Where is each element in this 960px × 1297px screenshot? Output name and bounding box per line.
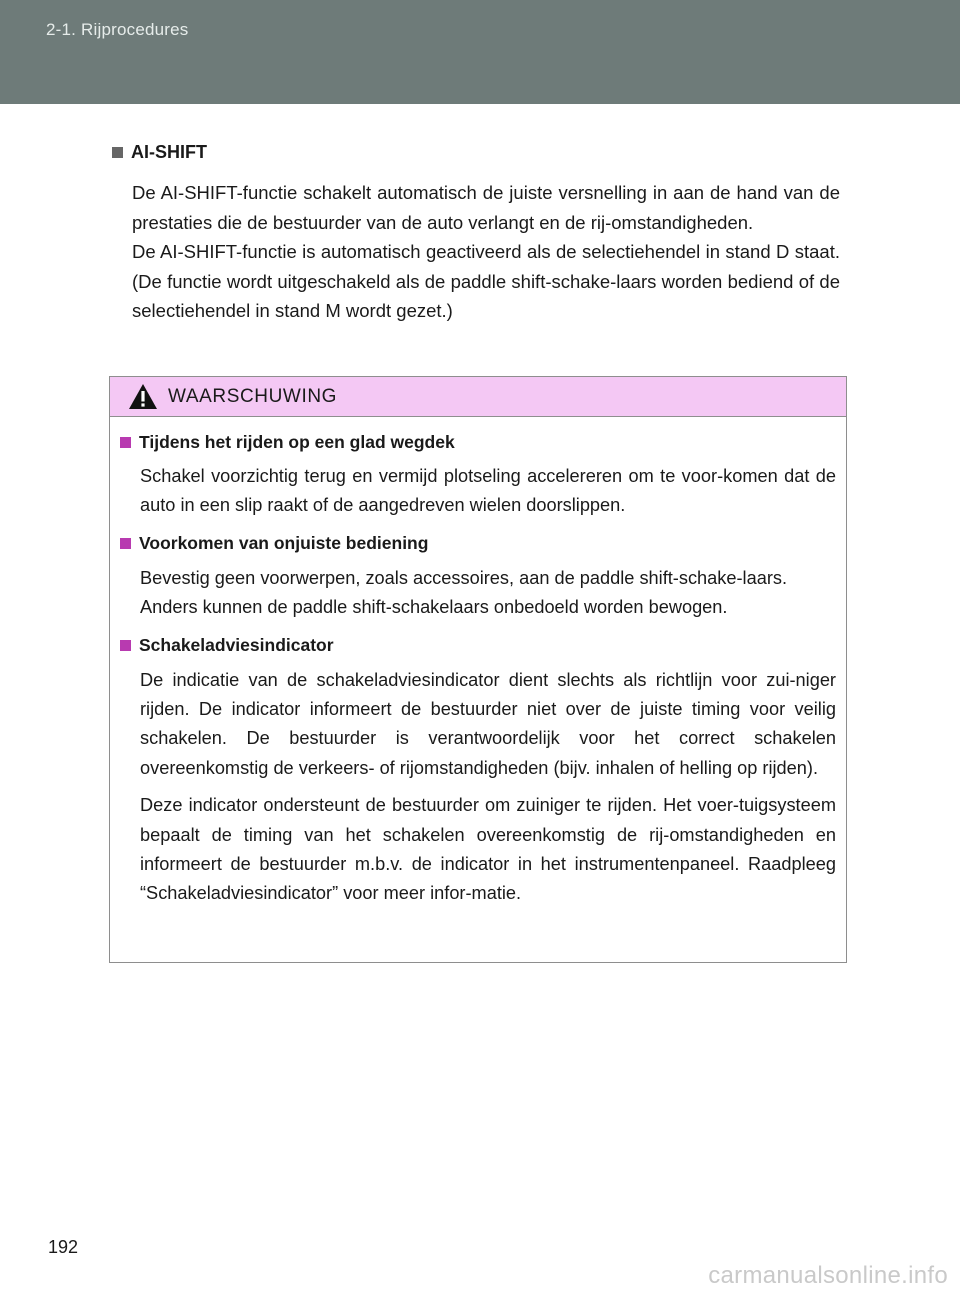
warning-paragraph: Schakel voorzichtig terug en vermijd plotseling accelereren om te voor-komen dat de auto in een slip raakt of de aangedreven wielen doorslippen.: [140, 466, 836, 516]
body-paragraph: De AI-SHIFT-functie is automatisch geactiveerd als de selectiehendel in stand D staat. (De functie wordt uitgeschakeld als de paddle shift-schake-laars worden bediend of de selectiehendel in stand M wordt gezet.): [132, 241, 840, 321]
section-heading: [112, 138, 840, 166]
warning-item-heading: [120, 529, 836, 559]
warning-item-heading-text: Schakeladviesindicator: [139, 635, 334, 656]
warning-paragraph: Deze indicator ondersteunt de bestuurder om zuiniger te rijden. Het voer-tuigsysteem bepaalt de timing van het schakelen overeenkomstig de rij-omstandigheden en informeert de bestuurder m.b.v. de indicator in het instrumentenpaneel. Raadpleeg “Schakeladviesindicator” voor meer infor-matie.: [140, 795, 836, 904]
warning-item: [120, 427, 836, 521]
square-bullet-icon: [120, 538, 131, 549]
warning-triangle-icon: [128, 383, 158, 410]
body-paragraph: De AI-SHIFT-functie schakelt automatisch de juiste versnelling in aan de hand van de prestaties die de bestuurder van de auto verlangt en de rij-omstandigheden.: [132, 182, 840, 233]
square-bullet-icon: [120, 437, 131, 448]
warning-item-heading-text: Tijdens het rijden op een glad wegdek: [139, 431, 455, 452]
section-heading-text: AI-SHIFT: [131, 141, 207, 162]
warning-paragraph: Bevestig geen voorwerpen, zoals accessoires, aan de paddle shift-schake-laars.: [140, 567, 788, 588]
chapter-header-band: [0, 0, 960, 104]
square-bullet-icon: [120, 640, 131, 651]
warning-paragraph: De indicatie van de schakeladviesindicator dient slechts als richtlijn voor zui-niger rijden. De indicator informeert de bestuurder niet over de juiste timing voor veilig schakelen. De bestuurder is verantwoordelijk voor het correct schakelen overeenkomstig de verkeers- of rijomstandigheden (bijv. inhalen of helling op rijden).: [140, 669, 836, 778]
warning-item: [120, 529, 836, 623]
warning-item-heading: [120, 427, 836, 457]
warning-item: [120, 631, 836, 909]
warning-header: [110, 377, 846, 417]
page-number: 192: [48, 1237, 79, 1257]
section-title: 2-1. Rijprocedures: [46, 20, 189, 39]
warning-content: [110, 417, 846, 909]
warning-item-heading-text: Voorkomen van onjuiste bediening: [139, 533, 429, 554]
warning-title: WAARSCHUWING: [168, 385, 338, 407]
warning-paragraph: Anders kunnen de paddle shift-schakelaars onbedoeld worden bewogen.: [140, 597, 728, 618]
square-bullet-icon: [112, 147, 123, 158]
warning-item-heading: [120, 631, 836, 661]
ai-shift-section: [112, 138, 840, 326]
watermark: carmanualsonline.info: [708, 1262, 948, 1289]
warning-box: [109, 376, 847, 963]
